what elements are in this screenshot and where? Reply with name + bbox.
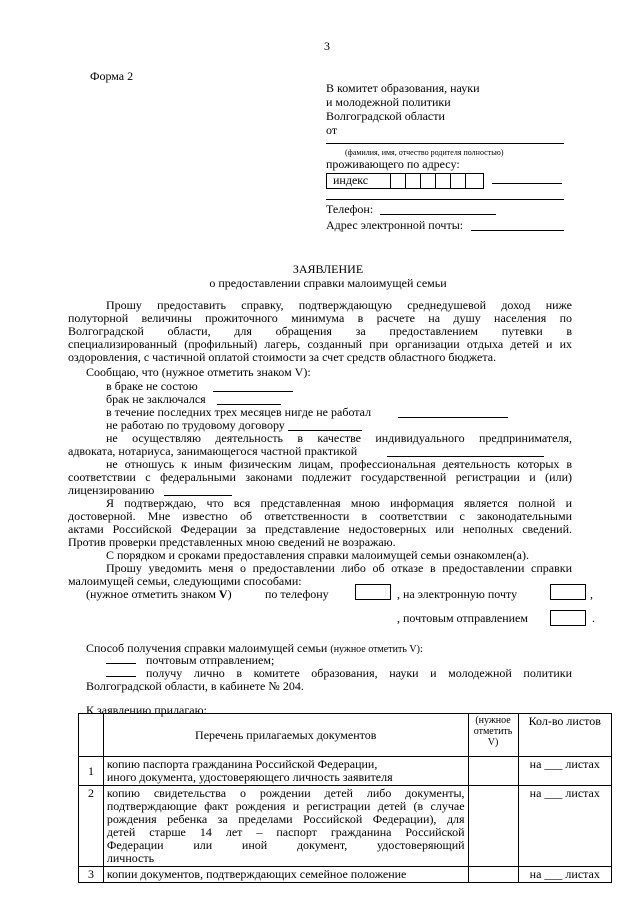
attachments-table [78, 713, 612, 883]
fio-hint: (фамилия, имя, отчество родителя полностью) [345, 148, 504, 157]
para1-line1: Прошу предоставить справку, подтверждающую среднедушевой доход ниже [106, 298, 572, 312]
table-row [79, 757, 612, 786]
table-header-row [79, 714, 612, 757]
row-count: на ___ листах [518, 867, 611, 883]
option-no-marriage: брак не заключался [106, 392, 206, 406]
option-not-other-line3: лицензированию [68, 483, 155, 497]
table-row [79, 786, 612, 867]
index-label: индекс [333, 173, 369, 187]
notify-phone-checkbox[interactable] [355, 584, 391, 600]
addressee-line3: Волгоградской области [326, 109, 445, 123]
option-not-entrepreneur-line2: адвоката, нотариуса, занимающегося частной практикой [68, 444, 358, 458]
option-not-married-field[interactable] [213, 391, 293, 392]
receive-personal-line2: Волгоградской области, в кабинете № 204. [86, 679, 304, 693]
confirm-line1: Я подтверждаю, что вся представленная мною информация является полной и [106, 496, 572, 510]
receive-personal-line1: получу лично в комитете образования, науки и молодежной политики [146, 666, 572, 680]
receive-method: Способ получения справки малоимущей семьи (нужное отметить V): [86, 641, 423, 655]
email-label: Адрес электронной почты: [326, 218, 464, 232]
phone-label: Телефон: [326, 202, 374, 216]
para1-line2: полуторной величины прожиточного минимума в расчете на душу населения по [68, 311, 572, 325]
page-number: 3 [324, 39, 330, 53]
header-mark: (нужное отметить V) [468, 714, 518, 757]
residing-label: проживающего по адресу: [326, 157, 460, 171]
address-field-2[interactable] [326, 199, 564, 200]
notify-by-post-label: , почтовым отправлением [397, 611, 528, 625]
document-title: ЗАЯВЛЕНИЕ [292, 262, 364, 276]
notify-line1: Прошу уведомить меня о предоставлении либо об отказе в предоставлении справки [106, 561, 572, 575]
receive-personal-field[interactable] [106, 676, 136, 677]
inform-line: Сообщаю, что (нужное отметить знаком V): [86, 365, 311, 379]
form-label: Форма 2 [90, 69, 134, 83]
row-number: 1 [79, 757, 104, 786]
row-count: на ___ листах [518, 757, 611, 786]
header-count: Кол-во листов [518, 714, 611, 757]
option-not-entrepreneur-line1: не осуществляю деятельность в качестве индивидуального предпринимателя, [106, 431, 572, 445]
acquainted-line: С порядком и сроками предоставления справки малоимущей семьи ознакомлен(а). [106, 548, 529, 562]
row-mark-cell[interactable] [468, 867, 518, 883]
confirm-line4: Против проверки представленных мною сведений не возражаю. [68, 535, 396, 549]
para1-line3: Волгоградской области, для обращения за предоставлением путевки в [68, 324, 572, 338]
addressee-line2: и молодежной политики [326, 95, 451, 109]
confirm-line2: достоверной. Мне известно об ответственности в соответствии с законодательными [68, 509, 572, 523]
applicant-name-field[interactable] [326, 143, 564, 144]
option-no-contract: не работаю по трудовому договору [106, 418, 285, 432]
notify-email-checkbox[interactable] [550, 584, 586, 600]
option-not-worked: в течение последних трех месяцев нигде не работал [106, 405, 372, 419]
row-mark-cell[interactable] [468, 786, 518, 867]
option-not-other-line2: соответствии с федеральными законами подлежит государственной регистрации и (или) [68, 470, 572, 484]
row-mark-cell[interactable] [468, 757, 518, 786]
para1-line4: специализированный (профильный) лагерь, созданный при организации отдыха детей и их [68, 337, 572, 351]
table-row [79, 867, 612, 883]
option-not-married: в браке не состою [106, 379, 198, 393]
row-number: 3 [79, 867, 104, 883]
receive-post-label: почтовым отправлением; [146, 653, 275, 667]
attached-label: К заявлению прилагаю: [86, 703, 207, 717]
address-field-1[interactable] [492, 183, 562, 184]
para1-line5: оздоровления, с частичной оплатой стоимости за счет средств областного бюджета. [68, 350, 497, 364]
notify-by-email-label: , на электронную почту [397, 587, 518, 601]
row-number: 2 [79, 786, 104, 867]
notify-post-period: . [592, 611, 595, 625]
receive-post-field[interactable] [106, 663, 136, 664]
from-label: от [326, 123, 338, 137]
header-num [79, 714, 104, 757]
phone-field[interactable] [380, 214, 496, 215]
notify-mark-hint: (нужное отметить знаком V) [86, 587, 232, 601]
email-field[interactable] [471, 230, 564, 231]
confirm-line3: актами Российской Федерации за представление недостоверных или неполных сведений. [68, 522, 572, 536]
notify-by-phone-label: по телефону [265, 587, 329, 601]
notify-post-checkbox[interactable] [550, 610, 586, 626]
notify-line2: малоимущей семьи, следующими способами: [68, 574, 302, 588]
document-subtitle: о предоставлении справки малоимущей семьи [209, 276, 447, 290]
option-not-other-line1: не отношусь к иным физическим лицам, профессиональная деятельность которых в [106, 457, 572, 471]
notify-email-comma: , [590, 587, 593, 601]
option-not-worked-field[interactable] [398, 417, 508, 418]
row-document: копии документов, подтверждающих семейное положение [103, 867, 468, 883]
header-list: Перечень прилагаемых документов [103, 714, 468, 757]
row-document: копию паспорта гражданина Российской Федерации, иного документа, удостоверяющего личность заявителя [103, 757, 468, 786]
addressee-line1: В комитет образования, науки [326, 81, 480, 95]
index-boxes[interactable] [326, 173, 484, 189]
row-count: на ___ листах [518, 786, 611, 867]
row-document: копию свидетельства о рождении детей либо документы, подтверждающие факт рождения и регистрации детей (в случае рождения ребенка за пределами Российской Федерации), для детей старше 14 лет – паспорт гражданина Российской Федерации или иной документ, удостоверяющий личность [103, 786, 468, 867]
